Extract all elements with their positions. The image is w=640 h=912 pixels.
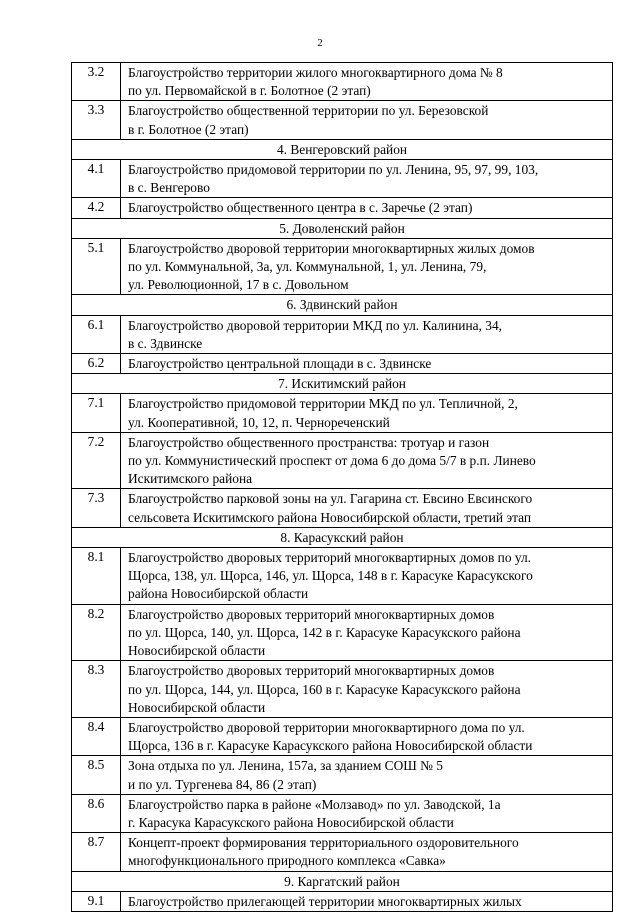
item-description [121, 198, 613, 218]
table-row [72, 63, 613, 101]
table-row [72, 315, 613, 353]
item-number: 4.1 [72, 160, 121, 198]
district-title: 8. Карасукский район [72, 527, 613, 547]
item-number: 6.2 [72, 354, 121, 374]
table-row [72, 394, 613, 432]
description-line: Благоустройство территории жилого многоквартирного дома № 8 [128, 65, 503, 80]
item-number: 8.3 [72, 661, 121, 718]
item-number: 3.2 [72, 63, 121, 101]
item-number: 9.1 [72, 891, 121, 911]
description-line: Щорса, 136 в г. Карасуке Карасукского района Новосибирской области [128, 738, 533, 754]
district-title: 6. Здвинский район [72, 295, 613, 315]
description-line: в г. Болотное (2 этап) [128, 121, 249, 137]
description-line: Новосибирской области [128, 699, 266, 715]
description-line: ул. Кооперативной, 10, 12, п. Чернореченский [128, 414, 390, 430]
item-description [121, 315, 613, 353]
item-number: 5.1 [72, 238, 121, 295]
table-row [72, 101, 613, 139]
district-header-row [72, 295, 613, 315]
item-description [121, 833, 613, 871]
description-line: Благоустройство парка в районе «Молзавод» по ул. Заводской, 1а [128, 796, 501, 812]
description-line: по ул. Щорса, 140, ул. Щорса, 142 в г. Карасуке Карасукского района [128, 624, 521, 640]
item-description [121, 756, 613, 794]
table-row [72, 160, 613, 198]
table-row [72, 661, 613, 718]
table-row [72, 833, 613, 871]
item-number: 8.2 [72, 604, 121, 661]
description-line: района Новосибирской области [128, 586, 309, 602]
item-description [121, 794, 613, 832]
table-row [72, 756, 613, 794]
description-line: Благоустройство дворовых территорий многоквартирных домов по ул. [128, 550, 532, 566]
item-description [121, 63, 613, 101]
description-line: Зона отдыха по ул. Ленина, 157а, за зданием СОШ № 5 [128, 758, 443, 774]
description-line: Благоустройство парковой зоны на ул. Гагарина ст. Евсино Евсинского [128, 491, 533, 507]
district-title: 9. Каргатский район [72, 871, 613, 891]
item-number: 3.3 [72, 101, 121, 139]
table-row [72, 604, 613, 661]
table-row [72, 548, 613, 605]
item-description [121, 238, 613, 295]
district-title: 7. Искитимский район [72, 374, 613, 394]
item-description [121, 661, 613, 718]
description-line: Благоустройство придомовой территории по ул. Ленина, 95, 97, 99, 103, [128, 162, 539, 178]
description-line: по ул. Щорса, 144, ул. Щорса, 160 в г. Карасуке Карасукского района [128, 681, 521, 697]
district-title: 4. Венгеровский район [72, 139, 613, 159]
description-line: по ул. Коммунальной, 3а, ул. Коммунальной, 1, ул. Ленина, 79, [128, 259, 487, 275]
district-header-row [72, 139, 613, 159]
description-line: Концепт-проект формирования территориального оздоровительного [128, 835, 519, 851]
description-line: Благоустройство дворовой территории МКД по ул. Калинина, 34, [128, 317, 502, 333]
item-number: 4.2 [72, 198, 121, 218]
description-line: ул. Революционной, 17 в с. Довольном [128, 277, 349, 293]
item-description [121, 354, 613, 374]
table-row [72, 238, 613, 295]
description-line: Благоустройство центральной площади в с. Здвинске [128, 356, 432, 372]
projects-table-body [72, 63, 613, 912]
item-number: 8.4 [72, 717, 121, 755]
item-description [121, 394, 613, 432]
table-row [72, 354, 613, 374]
table-row [72, 891, 613, 911]
description-line: Благоустройство дворовой территории многоквартирных жилых домов [128, 240, 535, 256]
item-description [121, 604, 613, 661]
table-row [72, 489, 613, 527]
item-number: 8.5 [72, 756, 121, 794]
table-row [72, 432, 613, 489]
page-number: 2 [317, 37, 323, 49]
item-number: 7.2 [72, 432, 121, 489]
description-line: по ул. Коммунистический проспект от дома 6 до дома 5/7 в р.п. Линево [128, 453, 536, 469]
description-line: сельсовета Искитимского района Новосибирской области, третий этап [128, 509, 532, 525]
description-line: и по ул. Тургенева 84, 86 (2 этап) [128, 776, 317, 792]
description-line: Благоустройство общественной территории по ул. Березовской [128, 103, 489, 119]
description-line: в с. Венгерово [128, 180, 210, 196]
item-description [121, 548, 613, 605]
description-line: Щорса, 138, ул. Щорса, 146, ул. Щорса, 148 в г. Карасуке Карасукского [128, 568, 533, 584]
description-line: Искитимского района [128, 471, 253, 487]
district-header-row [72, 218, 613, 238]
item-description [121, 432, 613, 489]
description-line: Благоустройство дворовых территорий многоквартирных домов [128, 663, 495, 679]
description-line: Благоустройство прилегающей территории многоквартирных жилых [128, 893, 522, 909]
description-line: Новосибирской области [128, 643, 266, 659]
description-line: Благоустройство общественного пространства: тротуар и газон [128, 434, 490, 450]
item-description [121, 489, 613, 527]
item-number: 8.1 [72, 548, 121, 605]
item-description [121, 717, 613, 755]
description-line: многофункционального природного комплекса «Савка» [128, 853, 446, 869]
item-description [121, 160, 613, 198]
item-description [121, 891, 613, 911]
description-line: по ул. Первомайской в г. Болотное (2 этап) [128, 83, 371, 99]
item-number: 8.6 [72, 794, 121, 832]
table-row [72, 198, 613, 218]
district-header-row [72, 871, 613, 891]
table-row [72, 717, 613, 755]
item-number: 6.1 [72, 315, 121, 353]
table-row [72, 794, 613, 832]
projects-table [71, 62, 613, 912]
item-number: 7.3 [72, 489, 121, 527]
item-description [121, 101, 613, 139]
description-line: Благоустройство дворовой территории многоквартирного дома по ул. [128, 719, 525, 735]
description-line: Благоустройство дворовых территорий многоквартирных домов [128, 606, 495, 622]
item-number: 8.7 [72, 833, 121, 871]
district-header-row [72, 374, 613, 394]
district-header-row [72, 527, 613, 547]
description-line: в с. Здвинске [128, 335, 203, 351]
description-line: г. Карасука Карасукского района Новосибирской области [128, 814, 454, 830]
item-number: 7.1 [72, 394, 121, 432]
description-line: Благоустройство придомовой территории МКД по ул. Тепличной, 2, [128, 396, 518, 412]
district-title: 5. Доволенский район [72, 218, 613, 238]
description-line: Благоустройство общественного центра в с. Заречье (2 этап) [128, 200, 473, 216]
